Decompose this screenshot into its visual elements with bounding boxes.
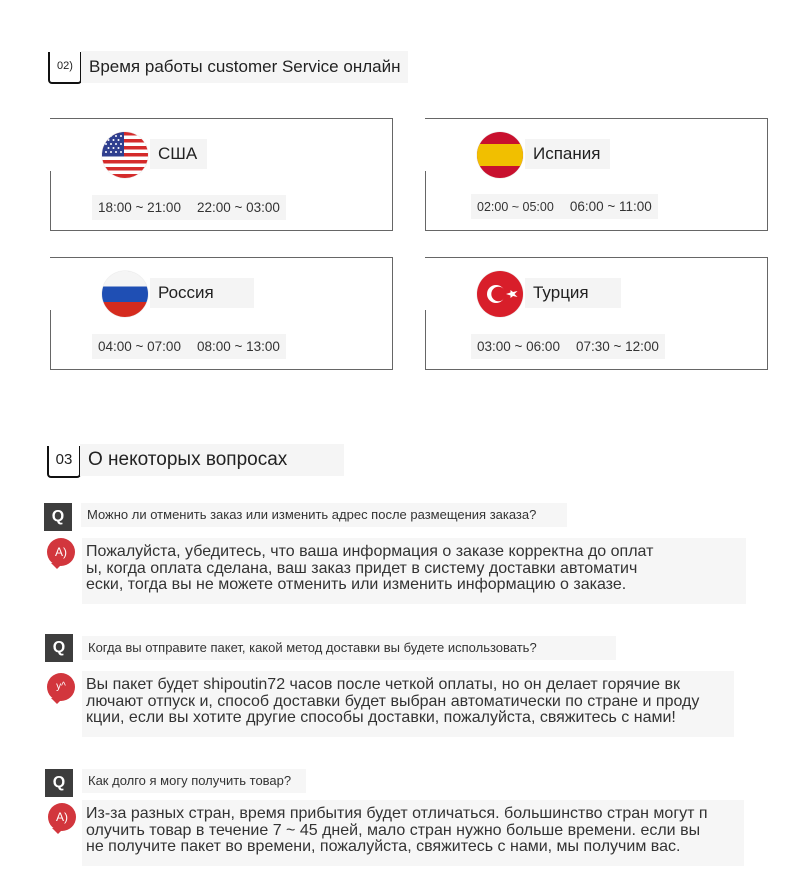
faq-answer: Пожалуйста, убедитесь, что ваша информация о заказе корректна до оплат ы, когда оплата сделана, ваш заказ придет в систему доставки автоматич ески, тогда вы не можете отменить или изменить информацию о заказе. xyxy=(82,538,746,604)
country-card-russia xyxy=(50,257,393,370)
section-03-title: О некоторых вопросах xyxy=(80,444,344,476)
answer-badge: у^ xyxy=(47,673,75,701)
faq-answer: Вы пакет будет shipoutin72 часов после четкой оплаты, но он делает горячие вк лючают отпуск и, способ доставки будет выбран автоматически по стране и проду кции, если вы хотите другие способы доставки, пожалуйста, свяжитесь с нами! xyxy=(82,671,734,737)
country-name: Россия xyxy=(150,278,254,308)
time-range: 07:30 ~ 12:00 xyxy=(575,339,659,354)
time-range: 03:00 ~ 06:00 xyxy=(477,339,560,354)
support-hours xyxy=(471,334,665,359)
section-02-number: 02) xyxy=(48,52,82,84)
country-name: Испания xyxy=(525,139,610,169)
country-name: США xyxy=(150,139,207,169)
answer-badge: A) xyxy=(47,538,75,566)
section-02-title: Время работы customer Service онлайн xyxy=(81,51,408,83)
support-hours xyxy=(92,334,286,359)
answer-badge: A) xyxy=(48,803,76,831)
faq-question: Как долго я могу получить товар? xyxy=(82,769,306,793)
question-badge: Q xyxy=(45,769,73,797)
faq-answer: Из-за разных стран, время прибытия будет отличаться. большинство стран могут п олучить товар в течение 7 ~ 45 дней, мало стран нужно больше времени. если вы не получите пакет во времени, пожалуйста, свяжитесь с нами, мы получим вас. xyxy=(82,800,744,866)
time-range: 22:00 ~ 03:00 xyxy=(196,200,280,215)
time-range: 18:00 ~ 21:00 xyxy=(98,200,181,215)
us-flag-icon xyxy=(102,132,148,178)
support-hours xyxy=(471,194,658,219)
question-badge: Q xyxy=(44,503,72,531)
country-card-spain xyxy=(425,118,768,231)
faq-question: Можно ли отменить заказ или изменить адрес после размещения заказа? xyxy=(81,503,567,527)
time-range: 06:00 ~ 11:00 xyxy=(569,199,652,214)
section-03-number: 03 xyxy=(47,446,81,478)
country-name: Турция xyxy=(525,278,621,308)
support-hours xyxy=(92,195,286,220)
faq-question: Когда вы отправите пакет, какой метод доставки вы будете использовать? xyxy=(82,636,616,660)
turkey-flag-icon xyxy=(477,271,523,317)
spain-flag-icon xyxy=(477,132,523,178)
time-range: 04:00 ~ 07:00 xyxy=(98,339,181,354)
country-card-turkey xyxy=(425,257,768,370)
question-badge: Q xyxy=(45,634,73,662)
time-range: 02:00 ~ 05:00 xyxy=(477,200,554,214)
russia-flag-icon xyxy=(102,271,148,317)
country-card-usa xyxy=(50,118,393,231)
time-range: 08:00 ~ 13:00 xyxy=(196,339,280,354)
